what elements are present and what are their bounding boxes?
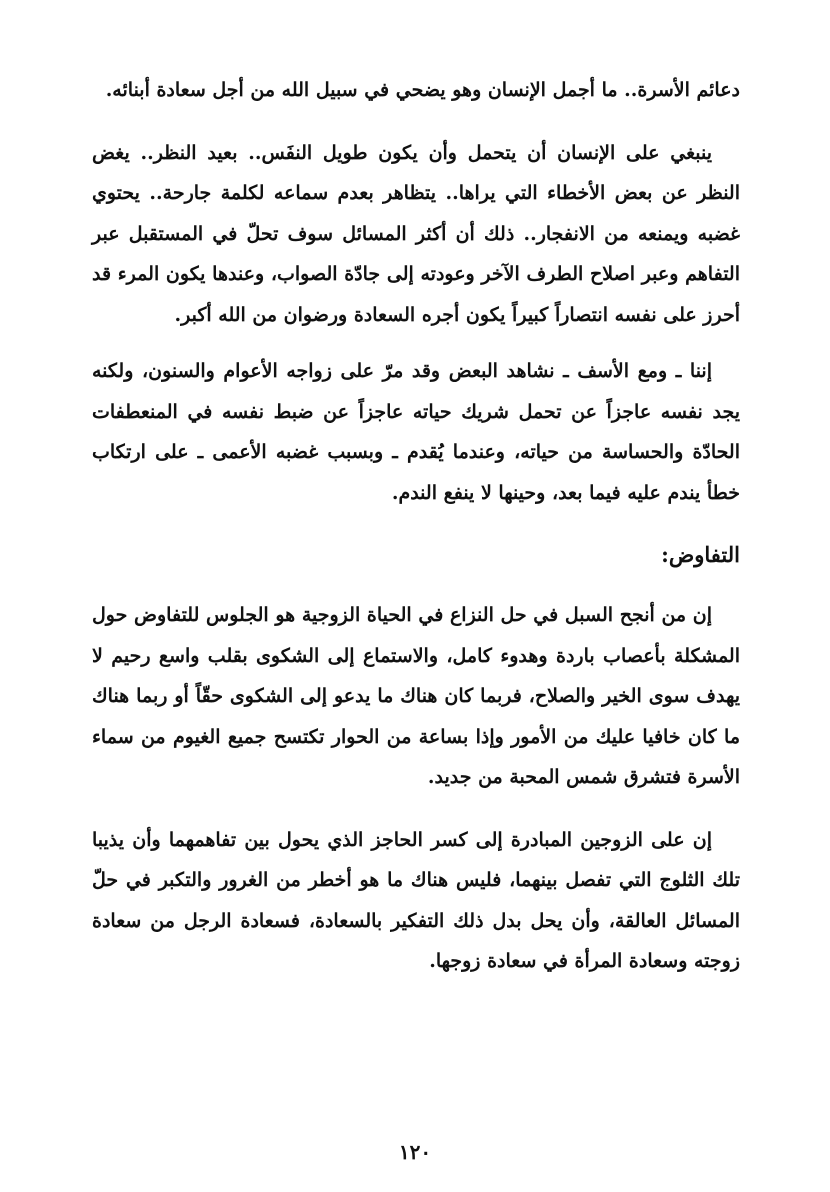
page-number: ١٢٠	[398, 1140, 432, 1164]
paragraph-3: إننا ـ ومع الأسف ـ نشاهد البعض وقد مرّ على زواجه الأعوام والسنون، ولكنه يجد نفسه عاجزاً عن تحمل شريك حياته عاجزاً عن ضبط نفسه في المنعطفات الحادّة والحساسة من حياته، وعندما يُقدم ـ وبسبب غضبه الأعمى ـ على ارتكاب خطأ يندم عليه فيما بعد، وحينها لا ينفع الندم.	[92, 360, 740, 504]
paragraph-1: دعائم الأسرة.. ما أجمل الإنسان وهو يضحي في سبيل الله من أجل سعادة أبنائه.	[105, 79, 740, 101]
book-page	[92, 70, 740, 982]
paragraph-5: إن على الزوجين المبادرة إلى كسر الحاجز الذي يحول بين تفاهمهما وأن يذيبا تلك الثلوج التي تفصل بينهما، فليس هناك ما هو أخطر من الغرور والتكبر في حلّ المسائل العالقة، وأن يحل بدل ذلك التفكير بالسعادة، فسعادة الرجل من سعادة زوجته وسعادة المرأة في سعادة زوجها.	[92, 828, 740, 972]
paragraph-4: إن من أنجح السبل في حل النزاع في الحياة الزوجية هو الجلوس للتفاوض حول المشكلة بأعصاب باردة وهدوء كامل، والاستماع إلى الشكوى بقلب واسع رحيم لا يهدف سوى الخير والصلاح، فربما كان هناك ما يدعو إلى الشكوى حقّاً أو ربما هناك ما كان خافيا عليك من الأمور وإذا بساعة من الحوار تكتسح جميع الغيوم من سماء الأسرة فتشرق شمس المحبة من جديد.	[92, 604, 740, 788]
paragraph-2: ينبغي على الإنسان أن يتحمل وأن يكون طويل النفَس.. بعيد النظر.. يغض النظر عن بعض الأخطاء التي يراها.. يتظاهر بعدم سماعه لكلمة جارحة.. يحتوي غضبه ويمنعه من الانفجار.. ذلك أن أكثر المسائل سوف تحلّ في المستقبل عبر التفاهم وعبر اصلاح الطرف الآخر وعودته إلى جادّة الصواب، وعندها يكون المرء قد أحرز على نفسه انتصاراً كبيراً يكون أجره السعادة ورضوان من الله أكبر.	[92, 141, 740, 326]
section-heading: التفاوض:	[661, 542, 740, 567]
